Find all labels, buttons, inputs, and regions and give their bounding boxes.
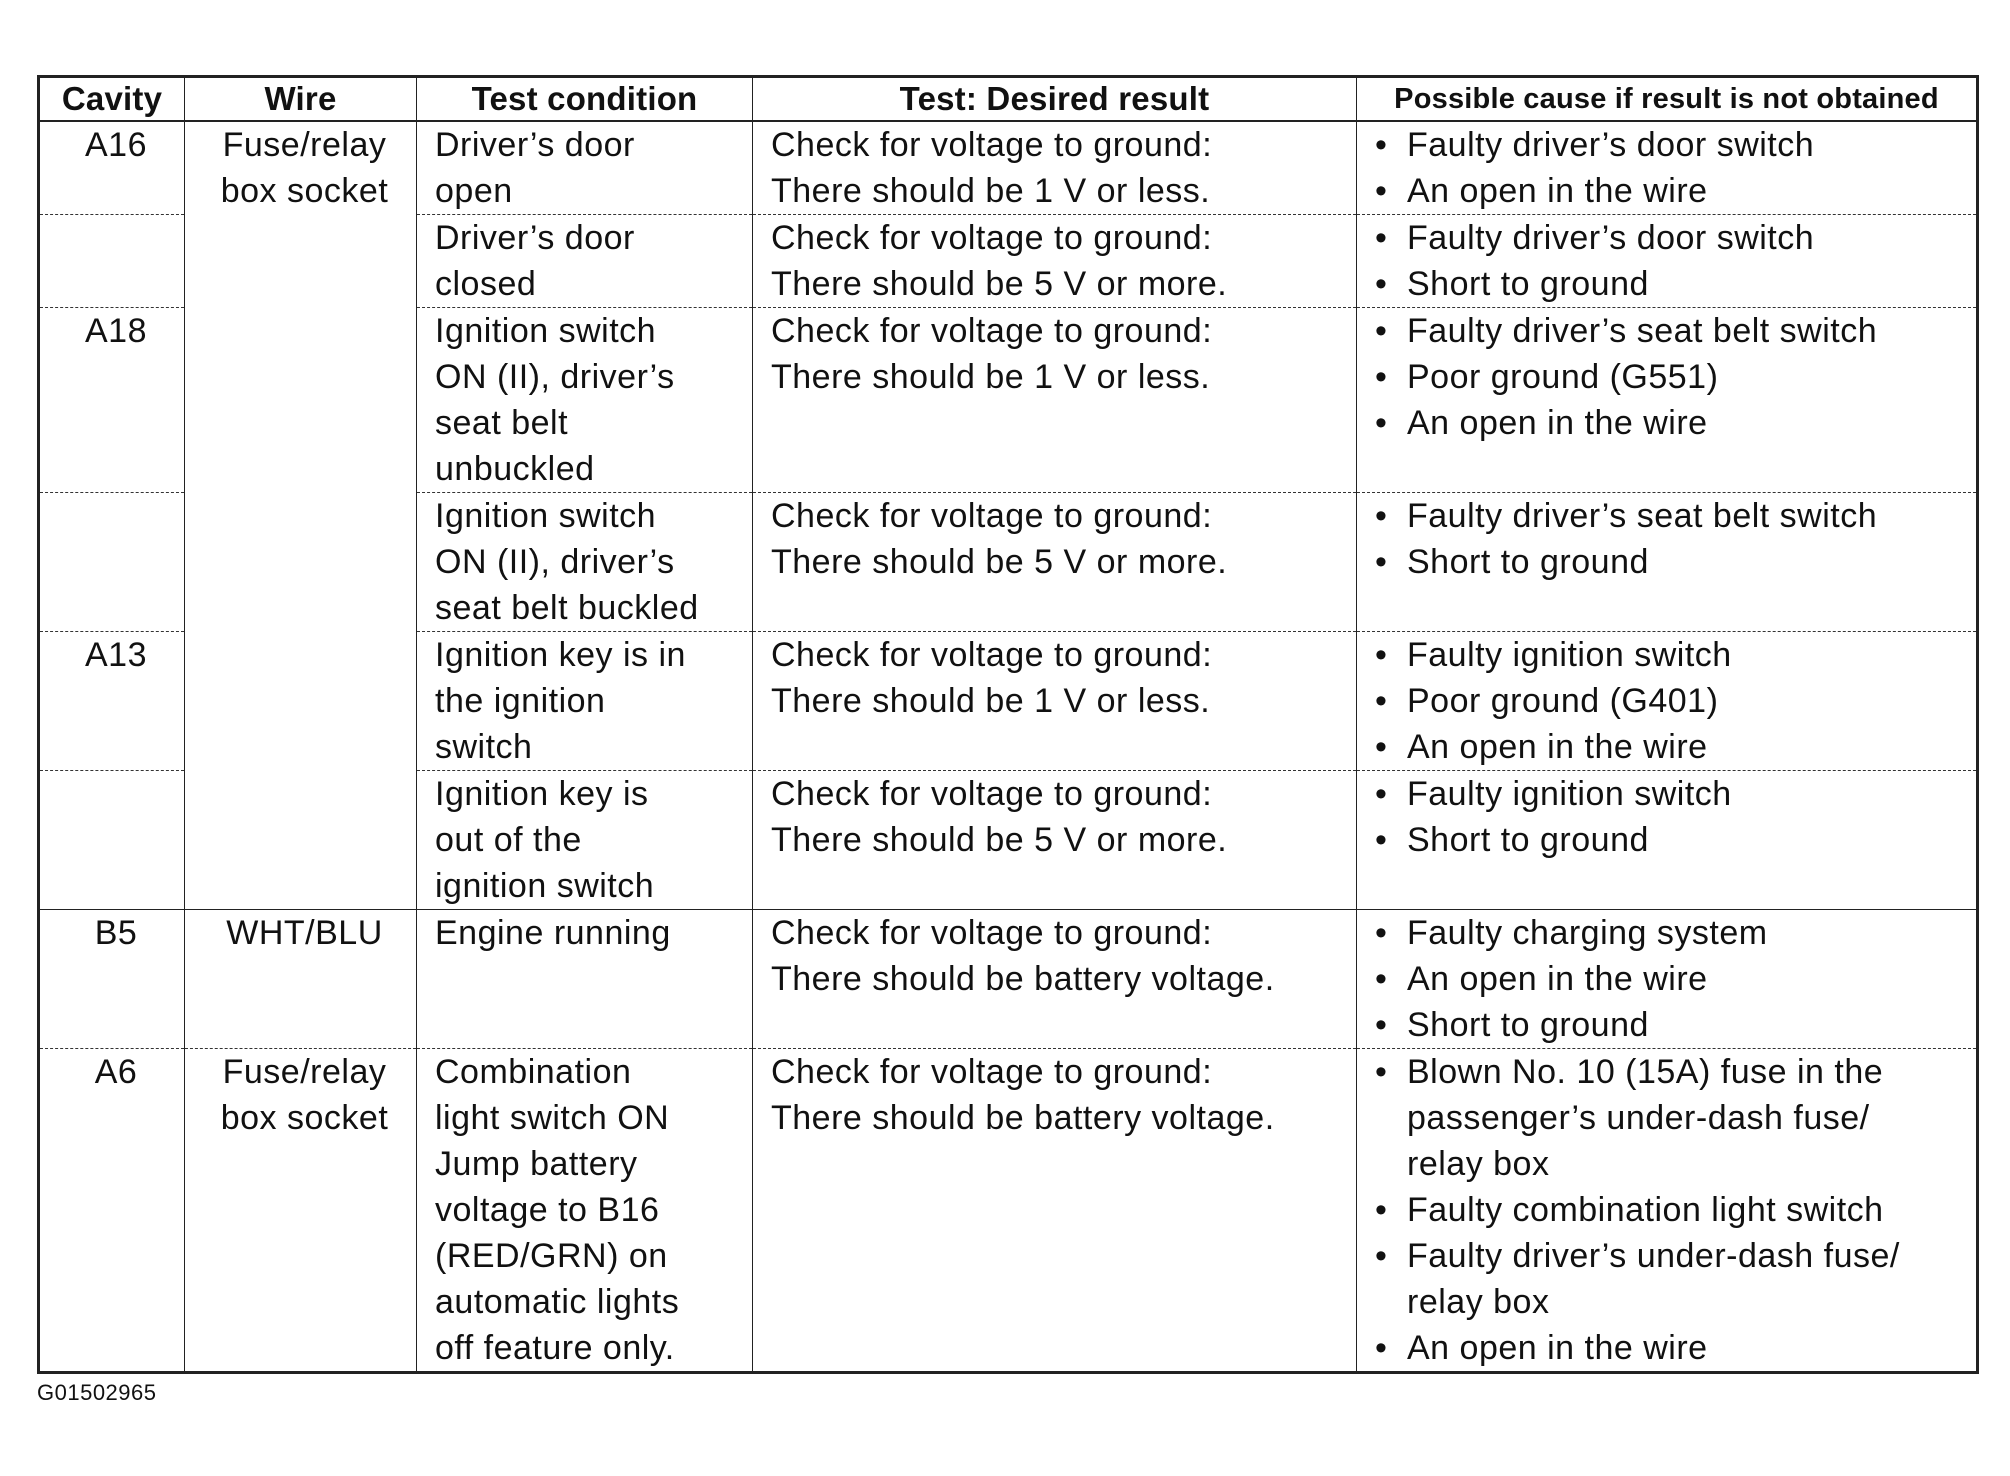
condition-cell: Ignition switch ON (II), driver’s seat belt buckled (417, 493, 753, 632)
cause-item: • Short to ground (1375, 1002, 1966, 1048)
cause-item: • Faulty driver’s door switch (1375, 122, 1966, 168)
figure-id: G01502965 (37, 1380, 157, 1405)
header-row (39, 77, 1978, 122)
cause-item: • Blown No. 10 (15A) fuse in the (1375, 1049, 1966, 1095)
result-cell: Check for voltage to ground: There should be 1 V or less. (753, 308, 1357, 493)
cause-item: • Faulty driver’s door switch (1375, 215, 1966, 261)
cavity-cell (39, 493, 185, 632)
cause-item: • Faulty driver’s seat belt switch (1375, 493, 1966, 539)
result-cell: Check for voltage to ground: There should be battery voltage. (753, 1049, 1357, 1373)
result-cell: Check for voltage to ground: There should be 5 V or more. (753, 493, 1357, 632)
header-desired-result: Test: Desired result (753, 77, 1357, 122)
cause-cell: • Blown No. 10 (15A) fuse in the passenger’s under-dash fuse/ relay box • Faulty combination light switch • Faulty driver’s under-dash fuse/ relay box • An open in the wire (1357, 1049, 1978, 1373)
header-wire: Wire (185, 77, 417, 122)
cause-item: • Faulty combination light switch (1375, 1187, 1966, 1233)
result-cell: Check for voltage to ground: There should be 1 V or less. (753, 632, 1357, 771)
cause-cell (1357, 121, 1978, 215)
condition-cell: Combination light switch ON Jump battery voltage to B16 (RED/GRN) on automatic lights off feature only. (417, 1049, 753, 1373)
cause-item: • Short to ground (1375, 817, 1966, 863)
cavity-cell: A18 (39, 308, 185, 493)
wire-cell: Fuse/relay box socket (185, 121, 417, 910)
cavity-cell (39, 771, 185, 910)
wire-cell: Fuse/relay box socket (185, 1049, 417, 1373)
cause-cell (1357, 632, 1978, 771)
wire-cell: WHT/BLU (185, 910, 417, 1049)
cause-cell (1357, 308, 1978, 493)
cause-item: • An open in the wire (1375, 168, 1966, 214)
cause-item: • An open in the wire (1375, 724, 1966, 770)
result-cell: Check for voltage to ground: There should be 5 V or more. (753, 771, 1357, 910)
condition-cell: Driver’s door open (417, 121, 753, 215)
cause-cell (1357, 215, 1978, 308)
cause-item: • Faulty driver’s under-dash fuse/ (1375, 1233, 1966, 1279)
cavity-cell (39, 215, 185, 308)
diagnostic-table (37, 75, 1979, 1374)
condition-cell: Ignition key is out of the ignition switch (417, 771, 753, 910)
cause-item: • Faulty ignition switch (1375, 771, 1966, 817)
cavity-cell: A13 (39, 632, 185, 771)
cavity-cell: A6 (39, 1049, 185, 1373)
cause-item: • Short to ground (1375, 539, 1966, 585)
result-cell: Check for voltage to ground: There should be 1 V or less. (753, 121, 1357, 215)
header-test-condition: Test condition (417, 77, 753, 122)
cause-item: • Faulty charging system (1375, 910, 1966, 956)
cause-item: • Poor ground (G551) (1375, 354, 1966, 400)
cavity-cell: A16 (39, 121, 185, 215)
table-row (39, 910, 1978, 1049)
cause-item: • An open in the wire (1375, 1325, 1966, 1371)
result-cell: Check for voltage to ground: There should be 5 V or more. (753, 215, 1357, 308)
condition-cell: Engine running (417, 910, 753, 1049)
condition-cell: Ignition key is in the ignition switch (417, 632, 753, 771)
header-cavity: Cavity (39, 77, 185, 122)
condition-cell: Ignition switch ON (II), driver’s seat belt unbuckled (417, 308, 753, 493)
cause-cell (1357, 910, 1978, 1049)
cause-item: • Faulty ignition switch (1375, 632, 1966, 678)
cause-item: • Short to ground (1375, 261, 1966, 307)
header-possible-cause: Possible cause if result is not obtained (1357, 77, 1978, 122)
cause-item: • Poor ground (G401) (1375, 678, 1966, 724)
table-row (39, 121, 1978, 215)
cause-item: • Faulty driver’s seat belt switch (1375, 308, 1966, 354)
cause-item: • An open in the wire (1375, 956, 1966, 1002)
cause-cell (1357, 493, 1978, 632)
condition-cell: Driver’s door closed (417, 215, 753, 308)
cavity-cell: B5 (39, 910, 185, 1049)
table-row (39, 1049, 1978, 1373)
result-cell: Check for voltage to ground: There should be battery voltage. (753, 910, 1357, 1049)
cause-item: • An open in the wire (1375, 400, 1966, 446)
cause-cell (1357, 771, 1978, 910)
